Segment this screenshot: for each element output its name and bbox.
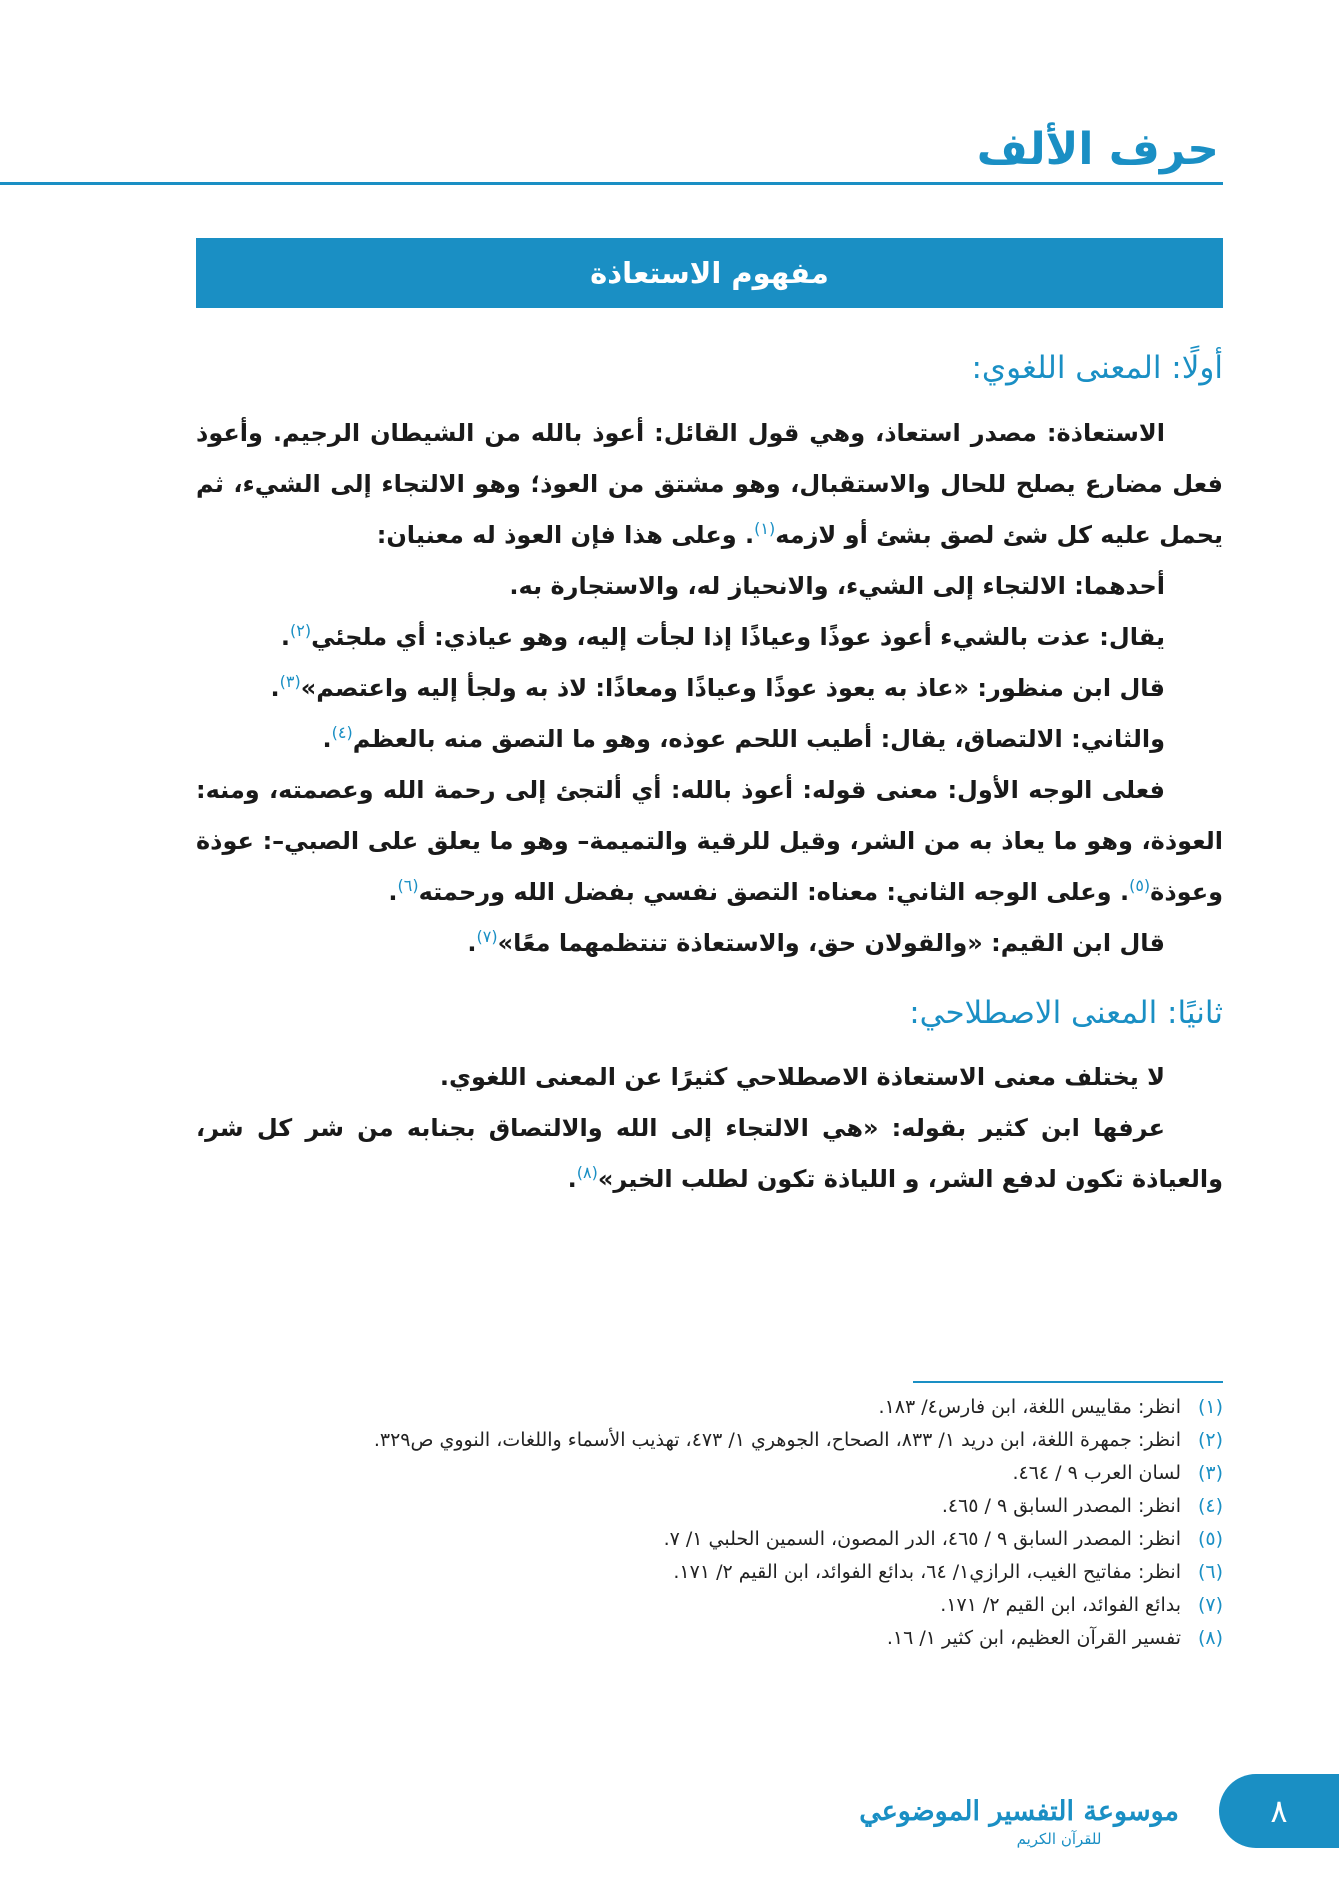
footnote-number: (٨) — [1197, 1627, 1223, 1649]
logo-main-text: موسوعة التفسير الموضوعي — [859, 1796, 1179, 1827]
footnote-ref[interactable]: (٥) — [1129, 875, 1151, 895]
encyclopedia-logo — [859, 1796, 1179, 1849]
footnote-ref[interactable]: (١) — [754, 518, 776, 538]
chapter-title: حرف الألف — [976, 124, 1219, 175]
banner-title: مفهوم الاستعاذة — [590, 256, 829, 290]
footnote-text: تفسير القرآن العظيم، ابن كثير ١/ ١٦. — [886, 1627, 1181, 1649]
footnote-item — [196, 1490, 1223, 1523]
footnote-divider — [913, 1381, 1223, 1383]
paragraph: الاستعاذة: مصدر استعاذ، وهي قول القائل: أعوذ بالله من الشيطان الرجيم. وأعوذ فعل مضارع يصلح للحال والاستقبال، وهو مشتق من العوذ؛ وهو الالتجاء إلى الشيء، ثم يحمل عليه كل شئ لصق بشئ أو لازمه$^{(١)}$. وعلى هذا فإن العوذ له معنيان: — [196, 418, 1223, 549]
footnote-item — [196, 1622, 1223, 1655]
paragraph: لا يختلف معنى الاستعاذة الاصطلاحي كثيرًا عن المعنى اللغوي. — [439, 1063, 1165, 1092]
section-banner — [196, 238, 1223, 308]
page-number: ٨ — [1270, 1792, 1288, 1830]
footnote-number: (٤) — [1197, 1495, 1223, 1517]
footnote-item — [196, 1523, 1223, 1556]
footnote-text: لسان العرب ٩ / ٤٦٤. — [1012, 1462, 1181, 1484]
footnote-ref[interactable]: (٧) — [476, 926, 498, 946]
footnote-text: انظر: المصدر السابق ٩ / ٤٦٥، الدر المصون، السمين الحلبي ١/ ٧. — [663, 1528, 1181, 1550]
paragraph: عرفها ابن كثير بقوله: «هي الالتجاء إلى الله والالتصاق بجنابه من شر كل شر، والعياذة تكون لدفع الشر، و اللياذة تكون لطلب الخير»$^{(٨)}$. — [196, 1114, 1223, 1194]
paragraph: أحدهما: الالتجاء إلى الشيء، والانحياز له، والاستجارة به. — [509, 571, 1165, 600]
footnote-text: بدائع الفوائد، ابن القيم ٢/ ١٧١. — [940, 1594, 1181, 1616]
footnote-number: (٧) — [1197, 1594, 1223, 1616]
paragraph: يقال: عذت بالشيء أعوذ عوذًا وعياذًا إذا لجأت إليه، وهو عياذي: أي ملجئي$^{(٢)}$. — [280, 620, 1165, 651]
paragraph: قال ابن منظور: «عاذ به يعوذ عوذًا وعياذًا ومعاذًا: لاذ به ولجأ إليه واعتصم»$^{(٣)}$. — [270, 671, 1165, 702]
footnote-number: (٥) — [1197, 1528, 1223, 1550]
footnote-number: (١) — [1197, 1396, 1223, 1418]
footnote-ref[interactable]: (٣) — [279, 671, 301, 691]
paragraph: والثاني: الالتصاق، يقال: أطيب اللحم عوذه، وهو ما التصق منه بالعظم$^{(٤)}$. — [322, 722, 1165, 753]
footnote-number: (٢) — [1197, 1429, 1223, 1451]
section-heading-linguistic: أولًا: المعنى اللغوي: — [971, 350, 1223, 386]
footnotes-list — [196, 1391, 1223, 1655]
footnote-number: (٣) — [1197, 1462, 1223, 1484]
footnote-text: انظر: مفاتيح الغيب، الرازي١/ ٦٤، بدائع الفوائد، ابن القيم ٢/ ١٧١. — [673, 1561, 1181, 1583]
main-content — [196, 334, 1223, 1205]
header-divider — [0, 182, 1223, 185]
paragraph: قال ابن القيم: «والقولان حق، والاستعاذة تنتظمهما معًا»$^{(٧)}$. — [467, 926, 1165, 957]
footnote-item — [196, 1556, 1223, 1589]
footnote-text: انظر: المصدر السابق ٩ / ٤٦٥. — [941, 1495, 1181, 1517]
section-heading-terminological: ثانيًا: المعنى الاصطلاحي: — [909, 994, 1223, 1031]
footnote-ref[interactable]: (٢) — [290, 620, 312, 640]
footnote-item — [196, 1457, 1223, 1490]
footnote-ref[interactable]: (٤) — [331, 722, 353, 742]
logo-sub-text: للقرآن الكريم — [1016, 1830, 1102, 1849]
footnote-item — [196, 1424, 1223, 1457]
footnote-text: انظر: جمهرة اللغة، ابن دريد ١/ ٨٣٣، الصحاح، الجوهري ١/ ٤٧٣، تهذيب الأسماء واللغات، النووي ص٣٢٩. — [373, 1429, 1181, 1451]
footnote-item — [196, 1589, 1223, 1622]
footnote-text: انظر: مقاييس اللغة، ابن فارس٤/ ١٨٣. — [878, 1396, 1181, 1418]
footnote-number: (٦) — [1197, 1561, 1223, 1583]
paragraph: فعلى الوجه الأول: معنى قوله: أعوذ بالله: أي ألتجئ إلى رحمة الله وعصمته، ومنه: العوذة، وهو ما يعاذ به من الشر، وقيل للرقية والتميمة– وهو ما يعلق على الصبي–: عوذة وعوذة$^{(٥)}$. وعلى الوجه الثاني: معناه: التصق نفسي بفضل الله ورحمته$^{(٦)}$. — [196, 775, 1223, 906]
footnote-ref[interactable]: (٦) — [397, 875, 419, 895]
footnote-item — [196, 1391, 1223, 1424]
page-number-tab — [1219, 1774, 1339, 1848]
footnote-ref[interactable]: (٨) — [576, 1163, 598, 1183]
